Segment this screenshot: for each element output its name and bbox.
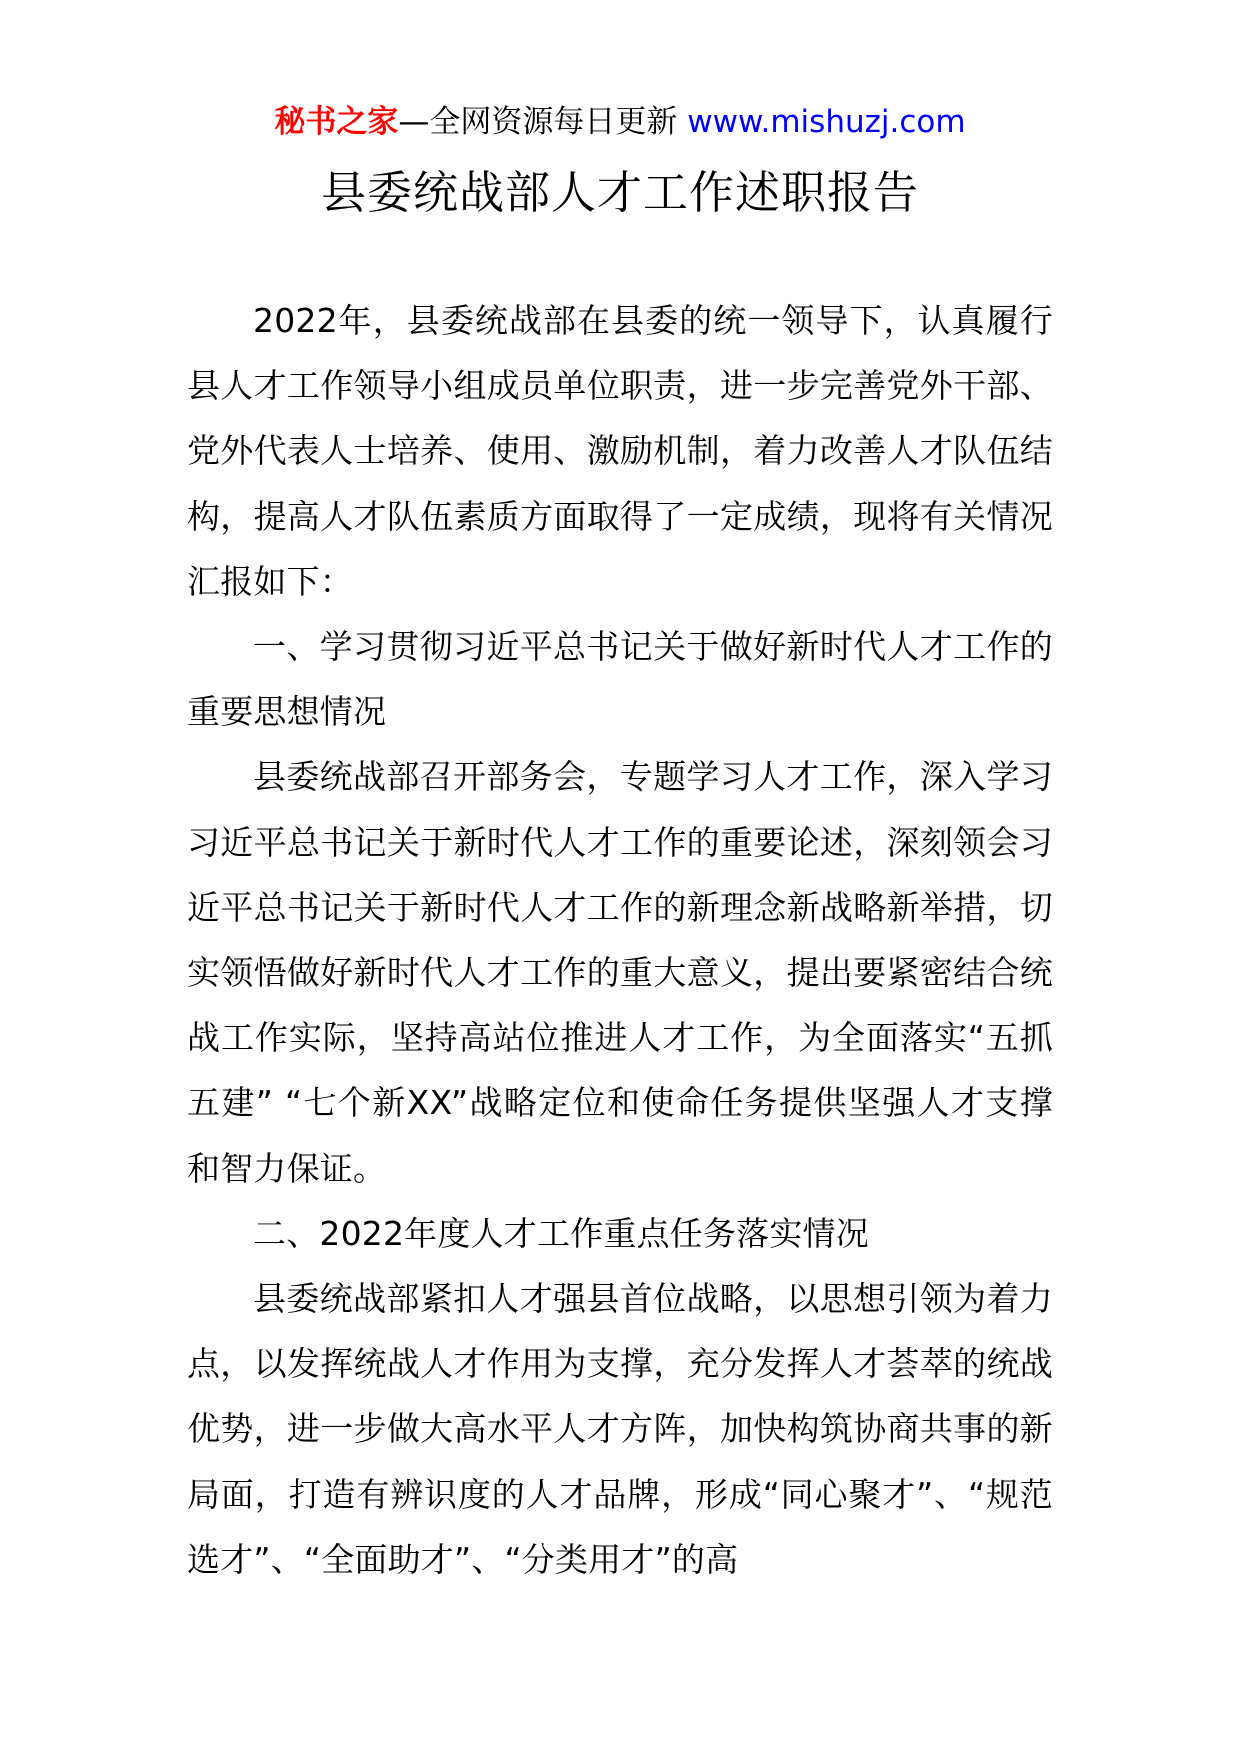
section-heading-1: 一、学习贯彻习近平总书记关于做好新时代人才工作的重要思想情况 [187,627,1053,732]
watermark-header [0,100,1240,144]
document-body [187,288,1053,1592]
brand-name: 秘书之家 [274,104,399,140]
site-url: www.mishuzj.com [687,104,966,140]
paragraph-section-2: 县委统战部紧扣人才强县首位战略，以思想引领为着力点，以发挥统战人才作用为支撑，充分发挥人才荟萃的统战优势，进一步做大高水平人才方阵，加快构筑协商共事的新局面，打造有辨识度的人才品牌，形成“同心聚才”、“规范选才”、“全面助才”、“分类用才”的高 [187,1279,1053,1579]
section-heading-2: 二、2022年度人才工作重点任务落实情况 [253,1213,869,1253]
brand-tagline: —全网资源每日更新 [398,104,678,140]
page-title: 县委统战部人才工作述职报告 [320,166,919,219]
paragraph-section-1: 县委统战部召开部务会，专题学习人才工作，深入学习习近平总书记关于新时代人才工作的重要论述，深刻领会习近平总书记关于新时代人才工作的新理念新战略新举措，切实领悟做好新时代人才工作的重大意义，提出要紧密结合统战工作实际，坚持高站位推进人才工作，为全面落实“五抓五建” “七个新XX”战略定位和使命任务提供坚强人才支撑和智力保证。 [187,757,1053,1188]
paragraph-intro: 2022年，县委统战部在县委的统一领导下，认真履行县人才工作领导小组成员单位职责，进一步完善党外干部、党外代表人士培养、使用、激励机制，着力改善人才队伍结构，提高人才队伍素质方面取得了一定成绩，现将有关情况汇报如下： [187,301,1053,601]
